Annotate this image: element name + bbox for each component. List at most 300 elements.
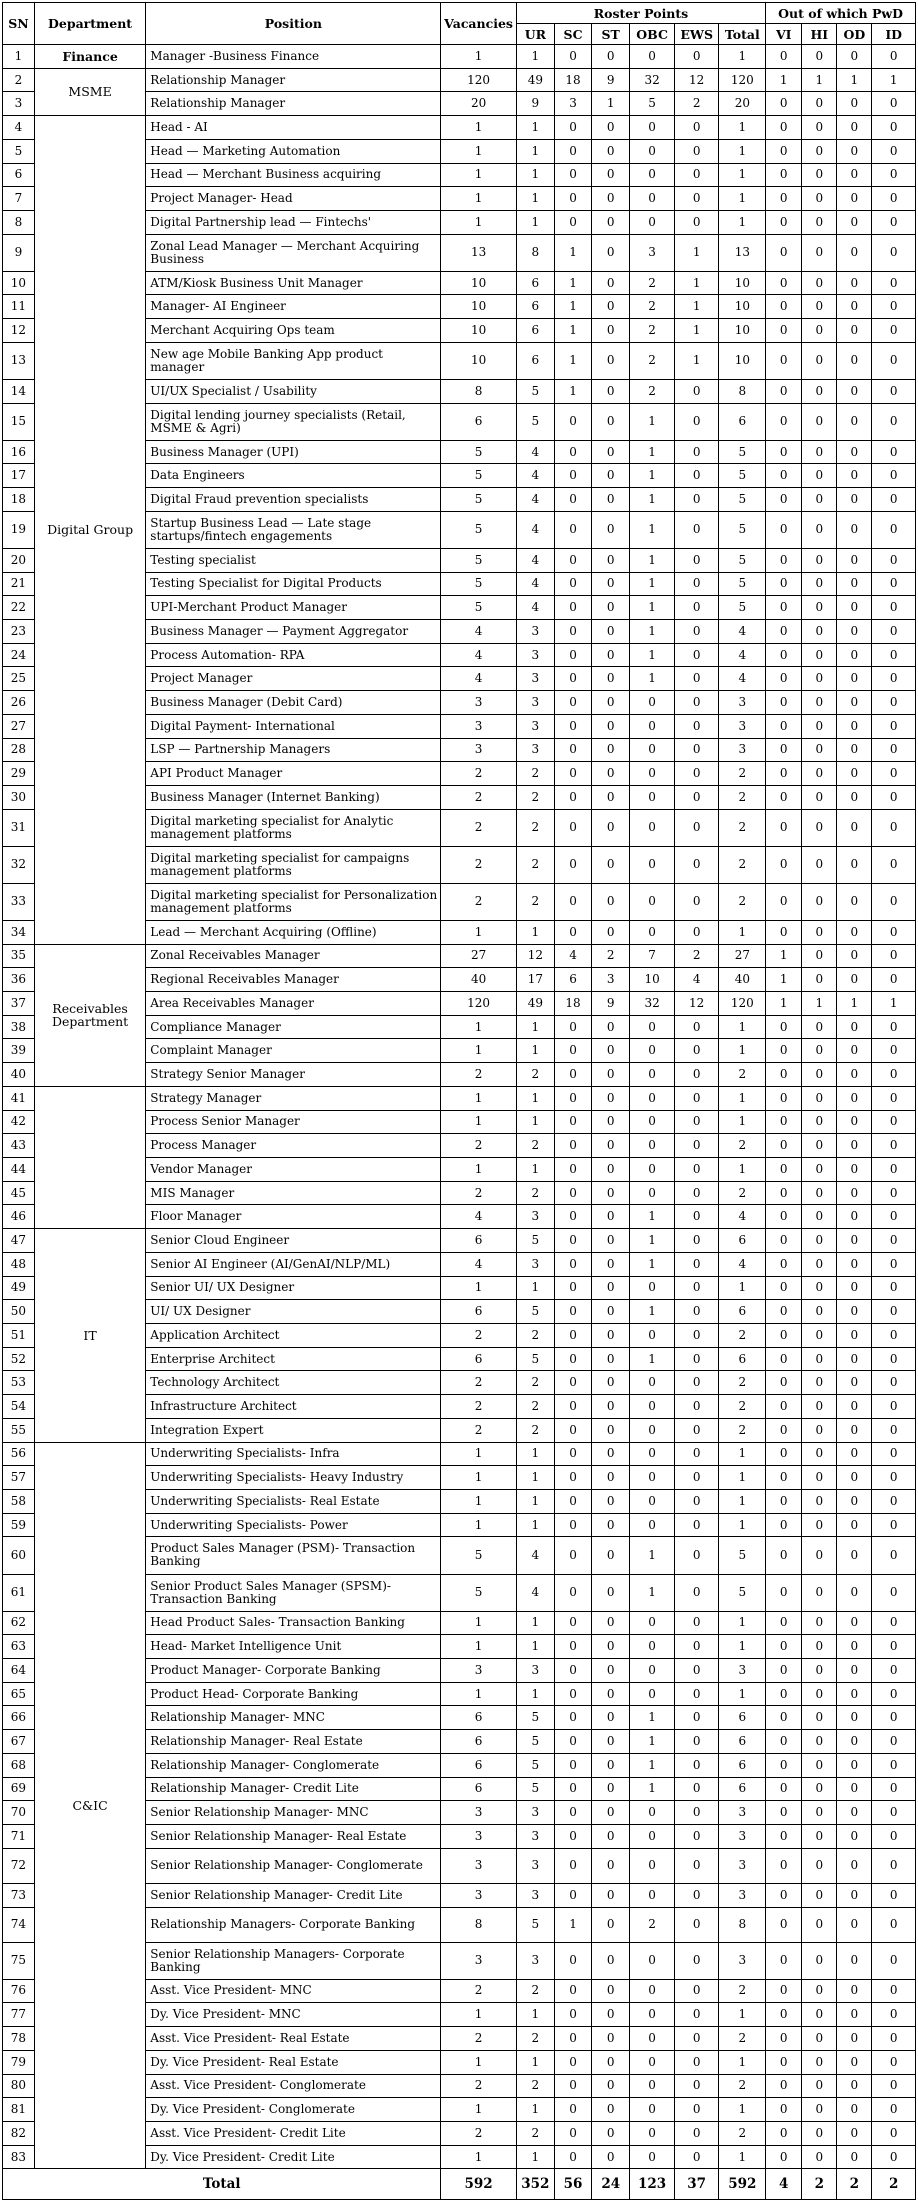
cell-id: 0 (872, 488, 916, 512)
cell-od: 0 (837, 596, 872, 620)
cell-st: 0 (592, 2121, 630, 2145)
cell-hi: 0 (802, 1490, 837, 1514)
cell-position: Zonal Lead Manager — Merchant Acquiring Business (146, 234, 441, 271)
cell-obc: 0 (630, 1611, 675, 1635)
cell-od: 0 (837, 295, 872, 319)
cell-hi: 0 (802, 620, 837, 644)
cell-vi: 0 (766, 2145, 802, 2169)
cell-st: 0 (592, 464, 630, 488)
cell-sn: 27 (3, 714, 35, 738)
cell-vi: 0 (766, 440, 802, 464)
cell-ews: 0 (674, 572, 719, 596)
cell-sc: 0 (554, 116, 591, 140)
cell-sc: 0 (554, 1682, 591, 1706)
cell-position: Vendor Manager (146, 1157, 441, 1181)
cell-vacancies: 120 (441, 68, 516, 92)
cell-sn: 30 (3, 786, 35, 810)
cell-ur: 3 (516, 738, 554, 762)
cell-id: 0 (872, 944, 916, 968)
header-roster-ews: EWS (674, 24, 719, 45)
cell-sn: 5 (3, 139, 35, 163)
cell-vi: 0 (766, 1635, 802, 1659)
cell-obc: 0 (630, 1979, 675, 2003)
cell-sn: 51 (3, 1324, 35, 1348)
cell-ur: 49 (516, 991, 554, 1015)
cell-obc: 0 (630, 714, 675, 738)
cell-hi: 0 (802, 1324, 837, 1348)
cell-total: 1 (719, 1466, 766, 1490)
cell-vacancies: 8 (441, 1907, 516, 1942)
cell-sc: 0 (554, 2027, 591, 2051)
cell-position: Digital marketing specialist for campaigns management platforms (146, 846, 441, 883)
cell-sn: 59 (3, 1513, 35, 1537)
cell-vi: 0 (766, 1490, 802, 1514)
cell-sn: 19 (3, 511, 35, 548)
cell-total: 4 (719, 1205, 766, 1229)
cell-od: 0 (837, 1157, 872, 1181)
cell-od: 0 (837, 1777, 872, 1801)
cell-ur: 2 (516, 2121, 554, 2145)
cell-hi: 0 (802, 596, 837, 620)
cell-total: 2 (719, 2121, 766, 2145)
cell-ur: 1 (516, 2098, 554, 2122)
cell-sn: 10 (3, 271, 35, 295)
cell-st: 0 (592, 116, 630, 140)
cell-sn: 34 (3, 920, 35, 944)
cell-sn: 39 (3, 1039, 35, 1063)
cell-ur: 4 (516, 572, 554, 596)
cell-id: 0 (872, 2098, 916, 2122)
cell-id: 0 (872, 403, 916, 440)
cell-hi: 0 (802, 1537, 837, 1574)
cell-sc: 0 (554, 187, 591, 211)
cell-id: 0 (872, 1063, 916, 1087)
cell-vacancies: 1 (441, 2050, 516, 2074)
cell-sc: 0 (554, 1777, 591, 1801)
cell-ews: 0 (674, 139, 719, 163)
cell-hi: 0 (802, 846, 837, 883)
cell-ews: 0 (674, 116, 719, 140)
cell-total: 2 (719, 809, 766, 846)
cell-obc: 0 (630, 1801, 675, 1825)
cell-hi: 0 (802, 1979, 837, 2003)
cell-st: 0 (592, 2050, 630, 2074)
cell-hi: 0 (802, 92, 837, 116)
cell-vacancies: 1 (441, 1157, 516, 1181)
cell-ur: 4 (516, 596, 554, 620)
cell-id: 0 (872, 2003, 916, 2027)
cell-vacancies: 5 (441, 548, 516, 572)
cell-ews: 2 (674, 92, 719, 116)
cell-id: 0 (872, 1276, 916, 1300)
cell-sc: 0 (554, 1824, 591, 1848)
cell-ur: 4 (516, 1574, 554, 1611)
cell-department: C&IC (34, 1442, 145, 2169)
cell-sc: 0 (554, 1276, 591, 1300)
cell-obc: 1 (630, 620, 675, 644)
cell-sn: 36 (3, 968, 35, 992)
cell-st: 0 (592, 1824, 630, 1848)
cell-department: Finance (34, 45, 145, 69)
cell-position: Digital lending journey specialists (Retail, MSME & Agri) (146, 403, 441, 440)
cell-vi: 0 (766, 1110, 802, 1134)
cell-id: 0 (872, 342, 916, 379)
cell-hi: 0 (802, 234, 837, 271)
cell-ews: 0 (674, 1824, 719, 1848)
cell-sc: 0 (554, 920, 591, 944)
cell-ur: 2 (516, 1181, 554, 1205)
cell-vi: 0 (766, 211, 802, 235)
cell-ews: 0 (674, 1039, 719, 1063)
cell-od: 0 (837, 234, 872, 271)
cell-od: 1 (837, 68, 872, 92)
cell-obc: 0 (630, 1134, 675, 1158)
cell-ur: 9 (516, 92, 554, 116)
cell-id: 0 (872, 511, 916, 548)
cell-hi: 0 (802, 667, 837, 691)
cell-st: 0 (592, 45, 630, 69)
cell-sc: 0 (554, 1883, 591, 1907)
cell-sc: 0 (554, 1324, 591, 1348)
cell-ews: 0 (674, 1730, 719, 1754)
cell-total: 10 (719, 319, 766, 343)
header-roster-ur: UR (516, 24, 554, 45)
cell-sc: 0 (554, 1418, 591, 1442)
cell-vi: 0 (766, 488, 802, 512)
cell-ews: 0 (674, 1300, 719, 1324)
cell-hi: 0 (802, 714, 837, 738)
cell-vi: 0 (766, 1134, 802, 1158)
cell-vi: 0 (766, 1801, 802, 1825)
cell-ews: 0 (674, 2027, 719, 2051)
cell-hi: 1 (802, 991, 837, 1015)
cell-position: Asst. Vice President- MNC (146, 1979, 441, 2003)
cell-st: 0 (592, 667, 630, 691)
cell-obc: 0 (630, 1371, 675, 1395)
cell-sn: 43 (3, 1134, 35, 1158)
cell-hi: 0 (802, 1395, 837, 1419)
cell-total: 2 (719, 1181, 766, 1205)
cell-position: Relationship Manager- Real Estate (146, 1730, 441, 1754)
cell-od: 0 (837, 511, 872, 548)
cell-od: 0 (837, 92, 872, 116)
cell-vi: 0 (766, 116, 802, 140)
cell-ur: 8 (516, 234, 554, 271)
cell-hi: 0 (802, 1848, 837, 1883)
cell-id: 0 (872, 45, 916, 69)
cell-hi: 0 (802, 45, 837, 69)
cell-st: 0 (592, 319, 630, 343)
cell-total: 1 (719, 920, 766, 944)
cell-ur: 2 (516, 786, 554, 810)
cell-hi: 0 (802, 403, 837, 440)
cell-total: 8 (719, 1907, 766, 1942)
cell-total: 2 (719, 1418, 766, 1442)
cell-ur: 1 (516, 1039, 554, 1063)
cell-ews: 0 (674, 211, 719, 235)
cell-obc: 0 (630, 1490, 675, 1514)
cell-ews: 0 (674, 1276, 719, 1300)
cell-ur: 1 (516, 2145, 554, 2169)
cell-id: 0 (872, 440, 916, 464)
cell-od: 0 (837, 1395, 872, 1419)
cell-st: 0 (592, 572, 630, 596)
cell-ews: 0 (674, 2050, 719, 2074)
cell-total: 1 (719, 1276, 766, 1300)
cell-position: Process Manager (146, 1134, 441, 1158)
cell-id: 0 (872, 1537, 916, 1574)
cell-position: Head - AI (146, 116, 441, 140)
cell-vacancies: 2 (441, 2027, 516, 2051)
cell-vacancies: 4 (441, 643, 516, 667)
cell-od: 0 (837, 2050, 872, 2074)
cell-od: 0 (837, 379, 872, 403)
cell-vi: 0 (766, 596, 802, 620)
cell-obc: 1 (630, 643, 675, 667)
cell-total: 2 (719, 1134, 766, 1158)
cell-obc: 2 (630, 1907, 675, 1942)
cell-obc: 2 (630, 319, 675, 343)
cell-obc: 0 (630, 2145, 675, 2169)
cell-sn: 22 (3, 596, 35, 620)
cell-od: 0 (837, 1801, 872, 1825)
cell-ews: 0 (674, 1157, 719, 1181)
cell-ur: 1 (516, 45, 554, 69)
cell-id: 0 (872, 1110, 916, 1134)
cell-sc: 0 (554, 1466, 591, 1490)
header-roster-obc: OBC (630, 24, 675, 45)
cell-vi: 0 (766, 762, 802, 786)
cell-st: 0 (592, 2145, 630, 2169)
cell-vi: 0 (766, 342, 802, 379)
cell-sc: 0 (554, 2003, 591, 2027)
cell-hi: 0 (802, 2145, 837, 2169)
cell-vacancies: 3 (441, 714, 516, 738)
cell-hi: 0 (802, 1157, 837, 1181)
roster-table (2, 2, 916, 2200)
cell-vi: 0 (766, 464, 802, 488)
cell-od: 0 (837, 139, 872, 163)
cell-total: 3 (719, 1848, 766, 1883)
cell-id: 0 (872, 271, 916, 295)
cell-obc: 1 (630, 1300, 675, 1324)
cell-ur: 1 (516, 1442, 554, 1466)
cell-vacancies: 1 (441, 211, 516, 235)
cell-total: 1 (719, 1015, 766, 1039)
cell-st: 0 (592, 342, 630, 379)
cell-ews: 0 (674, 1942, 719, 1979)
cell-sn: 38 (3, 1015, 35, 1039)
cell-vacancies: 2 (441, 846, 516, 883)
cell-hi: 0 (802, 691, 837, 715)
cell-vacancies: 10 (441, 271, 516, 295)
cell-position: Head- Market Intelligence Unit (146, 1635, 441, 1659)
cell-total: 4 (719, 620, 766, 644)
cell-sc: 0 (554, 620, 591, 644)
cell-vacancies: 1 (441, 116, 516, 140)
cell-ews: 0 (674, 1347, 719, 1371)
cell-obc: 0 (630, 2074, 675, 2098)
cell-vi: 0 (766, 2121, 802, 2145)
cell-hi: 0 (802, 809, 837, 846)
cell-sn: 50 (3, 1300, 35, 1324)
cell-id: 0 (872, 1252, 916, 1276)
cell-id: 0 (872, 786, 916, 810)
cell-od: 0 (837, 488, 872, 512)
cell-sn: 28 (3, 738, 35, 762)
cell-obc: 1 (630, 1252, 675, 1276)
cell-sn: 1 (3, 45, 35, 69)
cell-sc: 0 (554, 139, 591, 163)
table-row (3, 45, 916, 69)
cell-hi: 0 (802, 1658, 837, 1682)
cell-id: 0 (872, 2145, 916, 2169)
cell-sn: 79 (3, 2050, 35, 2074)
cell-obc: 0 (630, 1635, 675, 1659)
cell-ews: 0 (674, 1706, 719, 1730)
cell-hi: 0 (802, 319, 837, 343)
cell-id: 0 (872, 2074, 916, 2098)
cell-od: 0 (837, 440, 872, 464)
cell-vacancies: 1 (441, 1086, 516, 1110)
cell-hi: 0 (802, 1086, 837, 1110)
cell-sc: 0 (554, 1574, 591, 1611)
cell-sc: 1 (554, 379, 591, 403)
cell-hi: 0 (802, 116, 837, 140)
cell-sc: 0 (554, 163, 591, 187)
cell-hi: 0 (802, 643, 837, 667)
cell-vi: 0 (766, 1706, 802, 1730)
cell-st: 0 (592, 1418, 630, 1442)
cell-sn: 67 (3, 1730, 35, 1754)
cell-id: 0 (872, 714, 916, 738)
cell-ews: 0 (674, 2098, 719, 2122)
cell-hi: 0 (802, 968, 837, 992)
cell-sn: 31 (3, 809, 35, 846)
cell-sc: 0 (554, 1039, 591, 1063)
cell-position: Product Head- Corporate Banking (146, 1682, 441, 1706)
cell-id: 0 (872, 211, 916, 235)
cell-position: Underwriting Specialists- Real Estate (146, 1490, 441, 1514)
cell-ur: 3 (516, 1883, 554, 1907)
cell-hi: 0 (802, 1730, 837, 1754)
cell-ews: 0 (674, 1395, 719, 1419)
cell-id: 0 (872, 1979, 916, 2003)
cell-obc: 0 (630, 2121, 675, 2145)
cell-od: 0 (837, 1490, 872, 1514)
cell-vi: 0 (766, 1848, 802, 1883)
cell-total: 1 (719, 1513, 766, 1537)
cell-od: 0 (837, 1848, 872, 1883)
cell-total: 3 (719, 1658, 766, 1682)
cell-vacancies: 3 (441, 1658, 516, 1682)
cell-ur: 12 (516, 944, 554, 968)
cell-total: 27 (719, 944, 766, 968)
cell-ews: 12 (674, 68, 719, 92)
cell-st: 0 (592, 2003, 630, 2027)
cell-hi: 0 (802, 1942, 837, 1979)
cell-vi: 0 (766, 1942, 802, 1979)
cell-sn: 75 (3, 1942, 35, 1979)
cell-obc: 0 (630, 1181, 675, 1205)
cell-obc: 0 (630, 762, 675, 786)
cell-ur: 2 (516, 1134, 554, 1158)
cell-hi: 0 (802, 2074, 837, 2098)
cell-sn: 76 (3, 1979, 35, 2003)
cell-vi: 0 (766, 620, 802, 644)
cell-total: 1 (719, 1490, 766, 1514)
cell-ur: 3 (516, 1942, 554, 1979)
cell-hi: 0 (802, 762, 837, 786)
cell-sn: 69 (3, 1777, 35, 1801)
cell-obc: 0 (630, 1824, 675, 1848)
cell-total: 2 (719, 786, 766, 810)
cell-od: 0 (837, 1418, 872, 1442)
cell-total: 5 (719, 1574, 766, 1611)
cell-sn: 47 (3, 1229, 35, 1253)
cell-sn: 24 (3, 643, 35, 667)
header-vacancies: Vacancies (441, 3, 516, 45)
cell-st: 0 (592, 1706, 630, 1730)
cell-od: 0 (837, 944, 872, 968)
cell-vi: 0 (766, 1682, 802, 1706)
cell-hi: 0 (802, 1611, 837, 1635)
cell-od: 0 (837, 1086, 872, 1110)
cell-hi: 0 (802, 572, 837, 596)
cell-sc: 0 (554, 1801, 591, 1825)
cell-id: 0 (872, 2050, 916, 2074)
cell-sn: 32 (3, 846, 35, 883)
cell-sn: 26 (3, 691, 35, 715)
cell-hi: 0 (802, 163, 837, 187)
cell-total: 8 (719, 379, 766, 403)
cell-sc: 0 (554, 1229, 591, 1253)
cell-sc: 3 (554, 92, 591, 116)
cell-department: MSME (34, 68, 145, 115)
cell-id: 0 (872, 1181, 916, 1205)
cell-obc: 0 (630, 1682, 675, 1706)
cell-vacancies: 2 (441, 1395, 516, 1419)
cell-total: 2 (719, 2027, 766, 2051)
cell-hi: 0 (802, 1252, 837, 1276)
cell-st: 0 (592, 1658, 630, 1682)
cell-sc: 0 (554, 2074, 591, 2098)
cell-id: 0 (872, 139, 916, 163)
cell-ur: 6 (516, 342, 554, 379)
cell-obc: 0 (630, 786, 675, 810)
cell-vi: 0 (766, 1537, 802, 1574)
cell-hi: 0 (802, 342, 837, 379)
cell-vacancies: 1 (441, 1110, 516, 1134)
cell-st: 0 (592, 1039, 630, 1063)
cell-ur: 3 (516, 1658, 554, 1682)
cell-hi: 0 (802, 1706, 837, 1730)
cell-vacancies: 3 (441, 691, 516, 715)
cell-obc: 0 (630, 1883, 675, 1907)
cell-vi: 0 (766, 2050, 802, 2074)
cell-obc: 0 (630, 846, 675, 883)
cell-sc: 18 (554, 991, 591, 1015)
cell-position: Area Receivables Manager (146, 991, 441, 1015)
cell-ews: 0 (674, 1466, 719, 1490)
cell-vi: 0 (766, 1574, 802, 1611)
cell-ews: 0 (674, 1229, 719, 1253)
cell-ur: 2 (516, 1324, 554, 1348)
cell-vacancies: 2 (441, 1063, 516, 1087)
cell-total: 120 (719, 68, 766, 92)
cell-obc: 10 (630, 968, 675, 992)
cell-st: 0 (592, 1753, 630, 1777)
